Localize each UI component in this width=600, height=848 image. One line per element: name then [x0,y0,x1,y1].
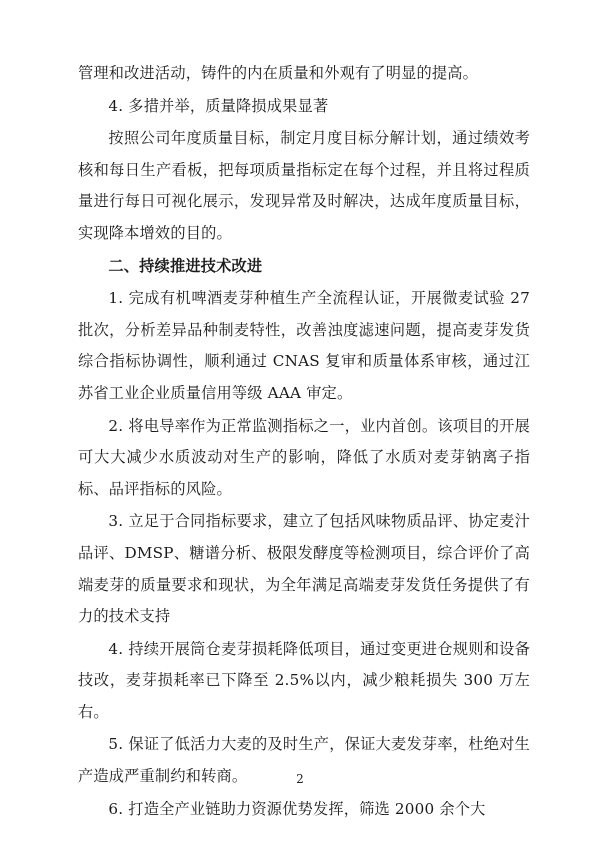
paragraph-numbered-item-4: 4. 多措并举，质量降损成果显著 [108,96,329,115]
section-heading-two: 二、持续推进技术改进 [108,256,263,275]
paragraph-body-quality-goals: 按照公司年度质量目标，制定月度目标分解计划，通过绩效考核和每日生产看板，把每项质量指标定在每个过程，并且将过程质量进行每日可视化展示，发现异常及时解决，达成年度质量目标，实现降本增效的目的。 [78,129,530,242]
paragraph-item-3: 3. 立足于合同指标要求，建立了包括风味物质品评、协定麦汁品评、DMSP、糖谱分析、极限发酵度等检测项目，综合评价了高端麦芽的质量要求和现状，为全年满足高端麦芽发货任务提供了有力的技术支持 [78,512,530,626]
page-number: 2 [296,772,304,786]
paragraph-item-4: 4. 持续开展筒仓麦芽损耗降低项目，通过变更进仓规则和设备技改，麦芽损耗率已下降至 2.5%以内，减少粮耗损失 300 万左右。 [78,639,530,721]
page-content [78,58,530,826]
paragraph-item-1: 1. 完成有机啤酒麦芽种植生产全流程认证，开展微麦试验 27 批次，分析差异品种制麦特性，改善浊度滤速问题，提高麦芽发货综合指标协调性，顺利通过 CNAS 复审和质量体系审核，通过江苏省工业企业质量信用等级 AAA 审定。 [78,289,530,402]
paragraph-item-5: 5. 保证了低活力大麦的及时生产，保证大麦发芽率，杜绝对生产造成严重制约和转商。 [78,735,530,786]
paragraph-item-2: 2. 将电导率作为正常监测指标之一，业内首创。该项目的开展可大大减少水质波动对生产的影响，降低了水质对麦芽钠离子指标、品评指标的风险。 [78,416,530,498]
paragraph-item-6: 6. 打造全产业链助力资源优势发挥，筛选 2000 余个大 [108,799,486,818]
paragraph-continuation: 管理和改进活动，铸件的内在质量和外观有了明显的提高。 [78,64,479,82]
